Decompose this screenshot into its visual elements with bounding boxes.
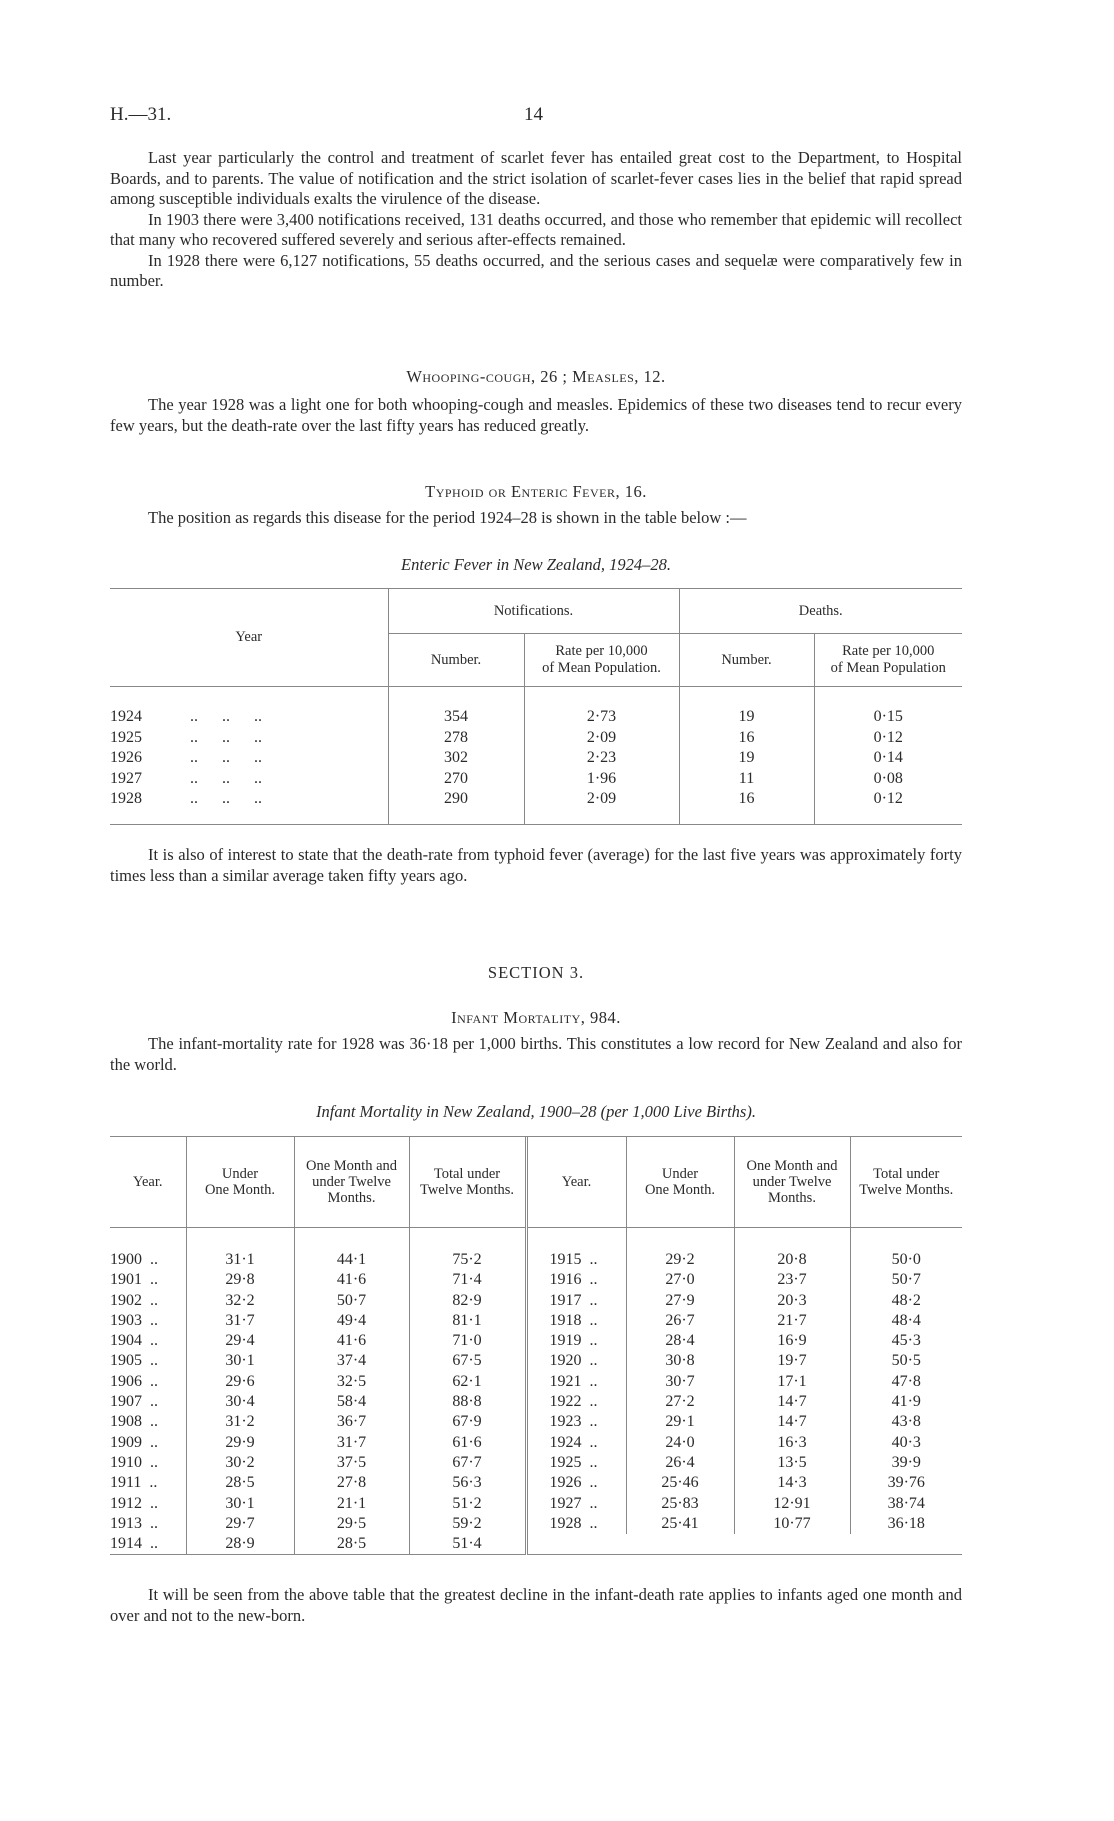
paragraph: In 1928 there were 6,127 notifications, 55 deaths occurred, and the serious cases and sequelæ were comparatively few in number. bbox=[110, 250, 962, 290]
table-caption: Infant Mortality in New Zealand, 1900–28 (per 1,000 Live Births). bbox=[316, 1102, 756, 1121]
under-one-month-cell: 26·4 bbox=[626, 1453, 734, 1473]
table-row bbox=[110, 1433, 962, 1453]
infant-intro bbox=[110, 1034, 962, 1075]
notif-number-header: Number. bbox=[388, 634, 524, 687]
one-month-cell: 16·3 bbox=[734, 1433, 850, 1453]
notif-rate-cell: 2·09 bbox=[524, 728, 679, 749]
typhoid-conclusion bbox=[110, 845, 962, 886]
year-cell: 1921 .. bbox=[526, 1372, 626, 1392]
year-cell: 1905 .. bbox=[110, 1352, 158, 1370]
under-one-month-cell: 30·8 bbox=[626, 1351, 734, 1371]
under-one-month-cell: 29·7 bbox=[186, 1514, 294, 1534]
table-row bbox=[110, 1453, 962, 1473]
death-rate-cell: 0·14 bbox=[814, 748, 962, 769]
one-month-cell: 37·4 bbox=[294, 1351, 409, 1371]
notif-number-cell: 354 bbox=[388, 707, 524, 728]
one-month-cell: 20·8 bbox=[734, 1250, 850, 1270]
paragraph: Last year particularly the control and treatment of scarlet fever has entailed great cost to the Department, to Hospital Boards, and to parents. The value of notification and the strict isolation of scarlet-fever cases lies in the belief that rapid spread among susceptible individuals exalts the virulence of the disease. bbox=[110, 148, 962, 208]
year-cell: 1902 .. bbox=[110, 1291, 158, 1309]
total-cell: 38·74 bbox=[850, 1494, 962, 1514]
year-cell: 1917 .. bbox=[526, 1291, 626, 1311]
year-cell: 1904 .. bbox=[110, 1332, 158, 1350]
document-reference: H.—31. bbox=[110, 104, 172, 125]
table-row bbox=[110, 1534, 962, 1555]
year-cell: 1918 .. bbox=[526, 1311, 626, 1331]
under-one-month-cell: 31·7 bbox=[186, 1311, 294, 1331]
table-row bbox=[110, 789, 962, 810]
one-month-header: One Month and under Twelve Months. bbox=[734, 1137, 850, 1228]
death-number-cell: 11 bbox=[679, 769, 814, 790]
table-row bbox=[110, 1311, 962, 1331]
total-cell: 88·8 bbox=[409, 1392, 526, 1412]
year-header: Year. bbox=[526, 1137, 626, 1228]
total-cell: 47·8 bbox=[850, 1372, 962, 1392]
table-row bbox=[110, 1412, 962, 1432]
infant-conclusion bbox=[110, 1585, 962, 1626]
under-one-month-cell: 28·4 bbox=[626, 1331, 734, 1351]
table-row bbox=[110, 1392, 962, 1412]
total-cell: 43·8 bbox=[850, 1412, 962, 1432]
paragraph: The infant-mortality rate for 1928 was 36·18 per 1,000 births. This constitutes a low record for New Zealand and also for the world. bbox=[110, 1034, 962, 1074]
one-month-cell: 14·3 bbox=[734, 1473, 850, 1493]
total-cell: 45·3 bbox=[850, 1331, 962, 1351]
total-cell: 71·4 bbox=[409, 1270, 526, 1290]
notif-rate-cell: 2·73 bbox=[524, 707, 679, 728]
year-cell: 1927 .. bbox=[526, 1494, 626, 1514]
year-cell: 1909 .. bbox=[110, 1433, 158, 1451]
one-month-cell: 12·91 bbox=[734, 1494, 850, 1514]
one-month-cell: 19·7 bbox=[734, 1351, 850, 1371]
total-cell: 41·9 bbox=[850, 1392, 962, 1412]
table-caption: Enteric Fever in New Zealand, 1924–28. bbox=[401, 555, 671, 574]
year-cell: 1920 .. bbox=[526, 1351, 626, 1371]
under-one-month-cell: 28·9 bbox=[186, 1534, 294, 1555]
notif-number-cell: 302 bbox=[388, 748, 524, 769]
one-month-cell: 44·1 bbox=[294, 1250, 409, 1270]
one-month-cell: 50·7 bbox=[294, 1291, 409, 1311]
table-row bbox=[110, 1494, 962, 1514]
one-month-cell: 27·8 bbox=[294, 1473, 409, 1493]
enteric-fever-table bbox=[110, 588, 962, 825]
death-number-cell: 19 bbox=[679, 707, 814, 728]
total-cell: 40·3 bbox=[850, 1433, 962, 1453]
table-row bbox=[110, 748, 962, 769]
one-month-cell: 14·7 bbox=[734, 1392, 850, 1412]
table-row bbox=[110, 1250, 962, 1270]
table-row bbox=[110, 1291, 962, 1311]
year-cell: 1926 .. .. .. bbox=[110, 749, 262, 766]
total-cell: 51·2 bbox=[409, 1494, 526, 1514]
under-one-month-cell: 24·0 bbox=[626, 1433, 734, 1453]
year-cell: 1906 .. bbox=[110, 1372, 158, 1390]
total-header: Total under Twelve Months. bbox=[409, 1137, 526, 1228]
year-cell: 1924 .. .. .. bbox=[110, 708, 262, 725]
total-cell: 71·0 bbox=[409, 1331, 526, 1351]
under-one-month-cell: 30·1 bbox=[186, 1494, 294, 1514]
whooping-section bbox=[110, 395, 962, 436]
death-rate-header: Rate per 10,000 of Mean Population bbox=[814, 634, 962, 687]
under-one-month-cell: 27·9 bbox=[626, 1291, 734, 1311]
year-header: Year. bbox=[132, 1174, 163, 1190]
one-month-header: One Month and under Twelve Months. bbox=[294, 1137, 409, 1228]
total-cell: 67·7 bbox=[409, 1453, 526, 1473]
year-cell: 1919 .. bbox=[526, 1331, 626, 1351]
total-cell: 82·9 bbox=[409, 1291, 526, 1311]
table-row bbox=[110, 769, 962, 790]
year-header: Year bbox=[235, 629, 263, 645]
notif-rate-cell: 2·23 bbox=[524, 748, 679, 769]
year-cell: 1922 .. bbox=[526, 1392, 626, 1412]
year-cell: 1927 .. .. .. bbox=[110, 769, 262, 787]
infant-mortality-table bbox=[110, 1136, 962, 1555]
one-month-cell: 49·4 bbox=[294, 1311, 409, 1331]
year-cell: 1913 .. bbox=[110, 1514, 158, 1532]
under-one-month-cell: 27·0 bbox=[626, 1270, 734, 1290]
notif-number-cell: 290 bbox=[388, 789, 524, 810]
year-cell: 1925 .. bbox=[526, 1453, 626, 1473]
year-cell: 1928 .. .. .. bbox=[110, 790, 262, 807]
total-cell: 39·9 bbox=[850, 1453, 962, 1473]
under-one-month-cell: 28·5 bbox=[186, 1473, 294, 1493]
notif-rate-cell: 2·09 bbox=[524, 789, 679, 810]
one-month-cell: 21·7 bbox=[734, 1311, 850, 1331]
year-cell: 1926 .. bbox=[526, 1473, 626, 1493]
table-row bbox=[110, 1372, 962, 1392]
table-row bbox=[110, 1473, 962, 1493]
death-number-cell: 16 bbox=[679, 789, 814, 810]
section-heading: Whooping-cough, 26 ; Measles, 12. bbox=[406, 367, 666, 386]
total-cell: 75·2 bbox=[409, 1250, 526, 1270]
one-month-cell: 13·5 bbox=[734, 1453, 850, 1473]
one-month-cell: 23·7 bbox=[734, 1270, 850, 1290]
under-one-month-cell: 31·1 bbox=[186, 1250, 294, 1270]
total-cell: 48·2 bbox=[850, 1291, 962, 1311]
notif-rate-cell: 1·96 bbox=[524, 769, 679, 790]
total-cell: 62·1 bbox=[409, 1372, 526, 1392]
year-cell: 1908 .. bbox=[110, 1413, 158, 1431]
under-one-month-cell: 30·4 bbox=[186, 1392, 294, 1412]
one-month-cell: 32·5 bbox=[294, 1372, 409, 1392]
table-row bbox=[110, 1270, 962, 1290]
notif-number-cell: 270 bbox=[388, 769, 524, 790]
death-rate-cell: 0·12 bbox=[814, 789, 962, 810]
total-cell: 50·7 bbox=[850, 1270, 962, 1290]
under-one-month-cell: 26·7 bbox=[626, 1311, 734, 1331]
under-one-month-cell: 29·9 bbox=[186, 1433, 294, 1453]
one-month-cell: 14·7 bbox=[734, 1412, 850, 1432]
notif-rate-header: Rate per 10,000 of Mean Population. bbox=[524, 634, 679, 687]
year-cell: 1911 .. bbox=[110, 1474, 158, 1492]
one-month-cell: 31·7 bbox=[294, 1433, 409, 1453]
year-cell: 1924 .. bbox=[526, 1433, 626, 1453]
one-month-cell: 10·77 bbox=[734, 1514, 850, 1534]
total-cell: 59·2 bbox=[409, 1514, 526, 1534]
death-number-cell: 16 bbox=[679, 728, 814, 749]
notifications-header: Notifications. bbox=[388, 589, 679, 634]
paragraph: The year 1928 was a light one for both whooping-cough and measles. Epidemics of these two diseases tend to recur every few years, but the death-rate over the last fifty years has reduced greatly. bbox=[110, 395, 962, 435]
one-month-cell: 36·7 bbox=[294, 1412, 409, 1432]
year-cell: 1925 .. .. .. bbox=[110, 728, 262, 746]
paragraph: In 1903 there were 3,400 notifications received, 131 deaths occurred, and those who remember that epidemic will recollect that many who recovered suffered severely and serious after-effects remained. bbox=[110, 209, 962, 249]
one-month-cell: 37·5 bbox=[294, 1453, 409, 1473]
under-one-month-header: Under One Month. bbox=[186, 1137, 294, 1228]
under-one-month-cell: 25·41 bbox=[626, 1514, 734, 1534]
under-one-month-cell: 30·1 bbox=[186, 1351, 294, 1371]
year-cell: 1912 .. bbox=[110, 1494, 158, 1512]
under-one-month-cell: 29·4 bbox=[186, 1331, 294, 1351]
under-one-month-header: Under One Month. bbox=[626, 1137, 734, 1228]
under-one-month-cell: 30·7 bbox=[626, 1372, 734, 1392]
under-one-month-cell: 29·2 bbox=[626, 1250, 734, 1270]
under-one-month-cell: 29·8 bbox=[186, 1270, 294, 1290]
year-cell: 1903 .. bbox=[110, 1311, 158, 1329]
total-cell: 48·4 bbox=[850, 1311, 962, 1331]
total-cell: 51·4 bbox=[409, 1534, 526, 1555]
total-cell: 56·3 bbox=[409, 1473, 526, 1493]
total-cell: 36·18 bbox=[850, 1514, 962, 1534]
death-rate-cell: 0·08 bbox=[814, 769, 962, 790]
death-number-cell: 19 bbox=[679, 748, 814, 769]
one-month-cell: 29·5 bbox=[294, 1514, 409, 1534]
table-row bbox=[110, 1331, 962, 1351]
section-heading: Typhoid or Enteric Fever, 16. bbox=[425, 482, 647, 501]
table-row bbox=[110, 707, 962, 728]
total-cell: 50·5 bbox=[850, 1351, 962, 1371]
under-one-month-cell: 29·6 bbox=[186, 1372, 294, 1392]
year-cell: 1900 .. bbox=[110, 1251, 158, 1268]
death-rate-cell: 0·15 bbox=[814, 707, 962, 728]
paragraph: It will be seen from the above table that the greatest decline in the infant-death rate applies to infants aged one month and over and not to the new-born. bbox=[110, 1585, 962, 1625]
section-heading: Infant Mortality, 984. bbox=[451, 1008, 621, 1027]
under-one-month-cell: 29·1 bbox=[626, 1412, 734, 1432]
year-cell: 1907 .. bbox=[110, 1393, 158, 1411]
one-month-cell: 16·9 bbox=[734, 1331, 850, 1351]
under-one-month-cell: 27·2 bbox=[626, 1392, 734, 1412]
one-month-cell: 17·1 bbox=[734, 1372, 850, 1392]
paragraph: The position as regards this disease for the period 1924–28 is shown in the table below :— bbox=[148, 508, 747, 527]
year-cell: 1928 .. bbox=[526, 1514, 626, 1534]
one-month-cell: 28·5 bbox=[294, 1534, 409, 1555]
table-row bbox=[110, 1351, 962, 1371]
typhoid-intro bbox=[110, 508, 962, 529]
one-month-cell: 20·3 bbox=[734, 1291, 850, 1311]
year-cell: 1914 .. bbox=[110, 1535, 158, 1553]
page-number: 14 bbox=[524, 104, 543, 125]
total-cell: 67·9 bbox=[409, 1412, 526, 1432]
under-one-month-cell: 25·83 bbox=[626, 1494, 734, 1514]
year-cell: 1901 .. bbox=[110, 1271, 158, 1289]
year-cell: 1915 .. bbox=[526, 1250, 626, 1270]
total-cell: 61·6 bbox=[409, 1433, 526, 1453]
notif-number-cell: 278 bbox=[388, 728, 524, 749]
table-row bbox=[110, 1514, 962, 1534]
year-cell: 1916 .. bbox=[526, 1270, 626, 1290]
year-cell: 1910 .. bbox=[110, 1453, 158, 1471]
paragraph: It is also of interest to state that the death-rate from typhoid fever (average) for the last five years was approximately forty times less than a similar average taken fifty years ago. bbox=[110, 845, 962, 885]
under-one-month-cell: 30·2 bbox=[186, 1453, 294, 1473]
total-cell: 81·1 bbox=[409, 1311, 526, 1331]
death-rate-cell: 0·12 bbox=[814, 728, 962, 749]
deaths-header: Deaths. bbox=[679, 589, 962, 634]
section-title: SECTION 3. bbox=[487, 963, 585, 982]
under-one-month-cell: 31·2 bbox=[186, 1412, 294, 1432]
death-number-header: Number. bbox=[679, 634, 814, 687]
one-month-cell: 21·1 bbox=[294, 1494, 409, 1514]
scarlet-fever-section bbox=[110, 148, 962, 292]
one-month-cell: 41·6 bbox=[294, 1331, 409, 1351]
one-month-cell: 58·4 bbox=[294, 1392, 409, 1412]
total-header: Total under Twelve Months. bbox=[850, 1137, 962, 1228]
year-cell: 1923 .. bbox=[526, 1412, 626, 1432]
total-cell: 39·76 bbox=[850, 1473, 962, 1493]
under-one-month-cell: 25·46 bbox=[626, 1473, 734, 1493]
table-row bbox=[110, 728, 962, 749]
one-month-cell: 41·6 bbox=[294, 1270, 409, 1290]
total-cell: 50·0 bbox=[850, 1250, 962, 1270]
under-one-month-cell: 32·2 bbox=[186, 1291, 294, 1311]
total-cell: 67·5 bbox=[409, 1351, 526, 1371]
